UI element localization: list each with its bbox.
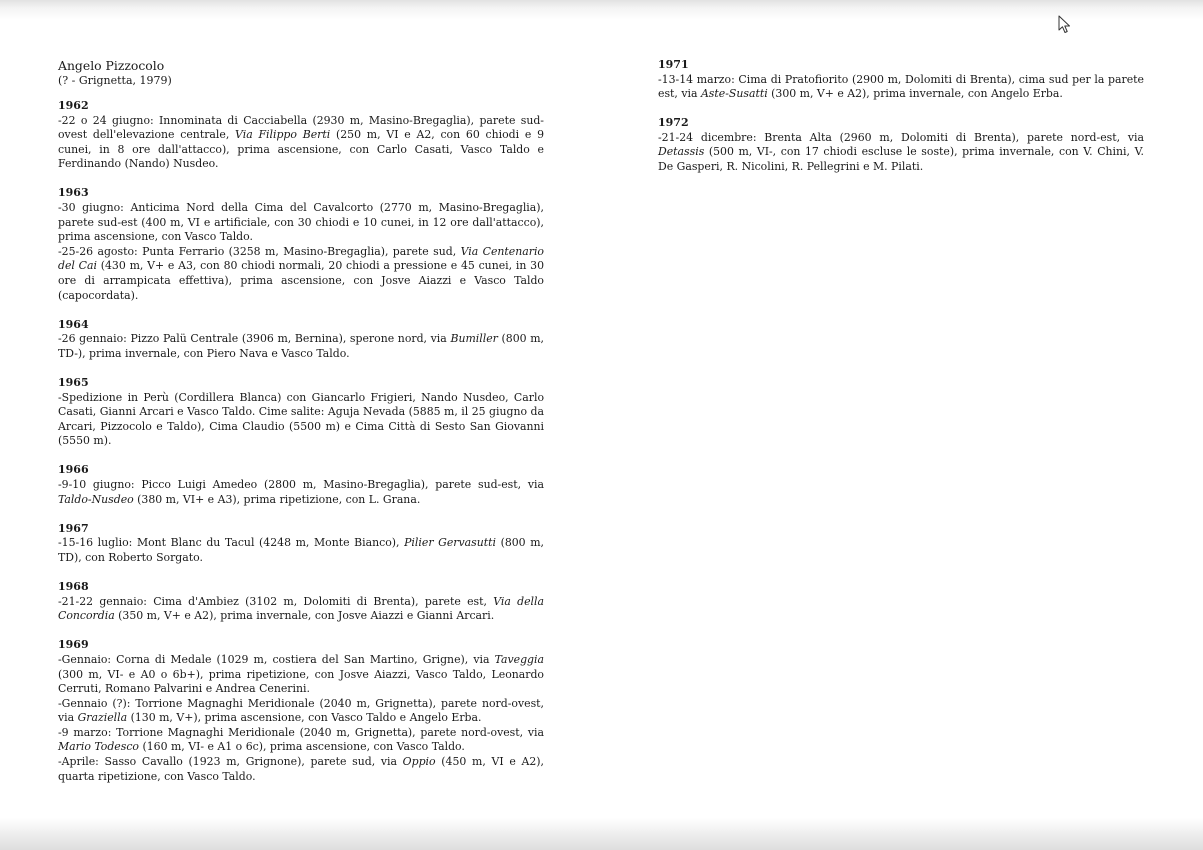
mouse-pointer-icon xyxy=(1058,15,1072,35)
year-section-1964 xyxy=(58,318,544,362)
entry-text: -25-26 agosto: Punta Ferrario (3258 m, Masino-Bregaglia), parete sud, xyxy=(58,244,461,258)
ascent-entry xyxy=(658,131,1144,175)
entry-text: -Gennaio: Corna di Medale (1029 m, costiera del San Martino, Grigne), via xyxy=(58,652,495,666)
entry-text: (800 m, TD-), prima invernale, con Piero Nava e Vasco Taldo. xyxy=(58,332,545,360)
year-heading: 1972 xyxy=(658,116,689,130)
route-name: Graziella xyxy=(77,711,128,725)
entry-text: (350 m, V+ e A2), prima invernale, con Josve Aiazzi e Gianni Arcari. xyxy=(114,609,495,623)
year-section-1972 xyxy=(658,116,1144,174)
route-name: Taldo-Nusdeo xyxy=(58,492,134,506)
entry-text: (160 m, VI- e A1 o 6c), prima ascensione, con Vasco Taldo. xyxy=(139,740,465,754)
entry-text: -22 o 24 giugno: Innominata di Cacciabella (2930 m, Masino-Bregaglia), parete sud-ovest dell'elevazione centrale, xyxy=(58,113,544,142)
route-name: Via della Concordia xyxy=(58,594,544,623)
route-name: Oppio xyxy=(402,755,436,769)
entry-text: -Gennaio (?): Torrione Magnaghi Meridionale (2040 m, Grignetta), parete nord-ovest, via xyxy=(58,696,544,725)
ascent-entry xyxy=(658,73,1144,102)
route-name: Detassis xyxy=(658,145,705,159)
year-section-1965 xyxy=(58,376,544,449)
entry-text: -15-16 luglio: Mont Blanc du Tacul (4248 m, Monte Bianco), xyxy=(58,536,405,550)
route-name: Via Centenario del Cai xyxy=(58,244,544,273)
entry-text: (300 m, VI- e A0 o 6b+), prima ripetizione, con Josve Aiazzi, Vasco Taldo, Leonardo Cerruti, Romano Palvarini e Andrea Cenerini. xyxy=(58,667,544,696)
right-entries xyxy=(658,58,1144,175)
year-section-1968 xyxy=(58,580,544,624)
route-name: Pilier Gervasutti xyxy=(404,536,496,550)
route-name: Mario Todesco xyxy=(58,740,139,754)
entry-text: -13-14 marzo: Cima di Pratofiorito (2900 m, Dolomiti di Brenta), cima sud per la parete est, via xyxy=(658,72,1144,101)
author-name: Angelo Pizzocolo xyxy=(58,58,165,73)
year-heading: 1963 xyxy=(58,186,89,200)
left-column xyxy=(58,58,544,799)
entry-text: -21-24 dicembre: Brenta Alta (2960 m, Dolomiti di Brenta), parete nord-est, via xyxy=(658,130,1144,144)
entry-text: (500 m, VI-, con 17 chiodi escluse le soste), prima invernale, con V. Chini, V. De Gasperi, R. Nicolini, R. Pellegrini e M. Pilati. xyxy=(658,145,1144,174)
ascent-entry xyxy=(58,332,544,361)
year-section-1971 xyxy=(658,58,1144,102)
ascent-entry xyxy=(58,653,544,697)
year-heading: 1964 xyxy=(58,317,89,331)
entry-text: (450 m, VI e A2), quarta ripetizione, con Vasco Taldo. xyxy=(58,755,544,783)
entry-text: (430 m, V+ e A3, con 80 chiodi normali, 20 chiodi a pressione e 45 cunei, in 30 ore di arrampicata effettiva), prima ascensione, con Josve Aiazzi e Vasco Taldo (capocordata). xyxy=(58,259,545,302)
entry-text: -30 giugno: Anticima Nord della Cima del Cavalcorto (2770 m, Masino-Bregaglia), parete sud-est (400 m, VI e artificiale, con 30 chiodi e 10 cunei, in 12 ore dall'attacco), prima ascensione, con Vasco Taldo. xyxy=(58,201,544,244)
left-entries xyxy=(58,99,544,784)
year-heading: 1962 xyxy=(58,99,89,112)
entry-text: -9 marzo: Torrione Magnaghi Meridionale (2040 m, Grignetta), parete nord-ovest, via xyxy=(58,725,544,739)
author-subtitle: (? - Grignetta, 1979) xyxy=(58,74,172,87)
entry-text: (250 m, VI e A2, con 60 chiodi e 9 cunei, in 8 ore dall'attacco), prima ascensione, con Carlo Casati, Vasco Taldo e Ferdinando (Nando) Nusdeo. xyxy=(58,128,544,171)
entry-text: -Aprile: Sasso Cavallo (1923 m, Grignone), parete sud, via xyxy=(58,755,403,769)
year-heading: 1965 xyxy=(58,376,89,389)
route-name: Taveggia xyxy=(494,652,544,666)
route-name: Aste-Susatti xyxy=(700,87,768,101)
ascent-entry xyxy=(58,391,544,449)
entry-text: -21-22 gennaio: Cima d'Ambiez (3102 m, Dolomiti di Brenta), parete est, xyxy=(58,594,494,608)
ascent-entry xyxy=(58,245,544,303)
year-heading: 1971 xyxy=(658,58,689,71)
entry-text: (300 m, V+ e A2), prima invernale, con Angelo Erba. xyxy=(767,87,1063,101)
ascent-entry xyxy=(58,114,544,172)
right-column xyxy=(658,58,1144,189)
entry-text: -26 gennaio: Pizzo Palü Centrale (3906 m, Bernina), sperone nord, via xyxy=(58,332,451,346)
entry-text: (800 m, TD), con Roberto Sorgato. xyxy=(58,536,544,564)
year-heading: 1967 xyxy=(58,521,89,535)
ascent-entry xyxy=(58,755,544,784)
entry-text: -Spedizione in Perù (Cordillera Blanca) con Giancarlo Frigieri, Nando Nusdeo, Carlo Casati, Gianni Arcari e Vasco Taldo. Cime salite: Aguja Nevada (5885 m, il 25 giugno da Arcari, Pizzocolo e Taldo), Cima Claudio (5500 m) e Cima Città di Sesto San Giovanni (5550 m). xyxy=(58,390,544,448)
year-section-1969 xyxy=(58,638,544,784)
year-section-1963 xyxy=(58,186,544,303)
ascent-entry xyxy=(58,478,544,507)
year-heading: 1968 xyxy=(58,580,89,594)
ascent-entry xyxy=(58,595,544,624)
ascent-entry xyxy=(58,697,544,726)
route-name: Via Filippo Berti xyxy=(235,128,331,142)
entry-text: (380 m, VI+ e A3), prima ripetizione, con L. Grana. xyxy=(133,492,421,506)
year-section-1966 xyxy=(58,463,544,507)
ascent-entry xyxy=(58,201,544,245)
ascent-entry xyxy=(58,536,544,565)
year-section-1962 xyxy=(58,99,544,172)
route-name: Bumiller xyxy=(450,332,498,346)
year-heading: 1969 xyxy=(58,638,89,652)
entry-text: -9-10 giugno: Picco Luigi Amedeo (2800 m, Masino-Bregaglia), parete sud-est, via xyxy=(58,478,544,492)
entry-text: (130 m, V+), prima ascensione, con Vasco Taldo e Angelo Erba. xyxy=(127,711,482,725)
ascent-entry xyxy=(58,726,544,755)
year-heading: 1966 xyxy=(58,463,89,477)
year-section-1967 xyxy=(58,522,544,566)
